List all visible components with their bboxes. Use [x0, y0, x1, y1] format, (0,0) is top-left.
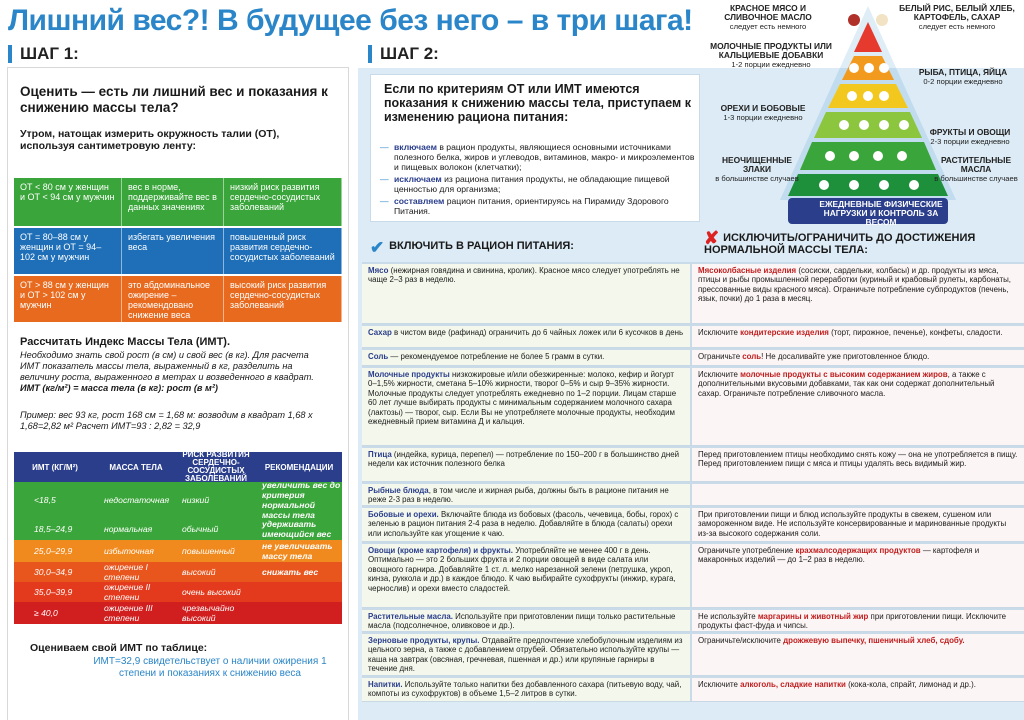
- include-text: низкожировые и/или обезжиренные: молоко, кефир и йогурт 0–1,5% жирности, сметана 5–10% жирности, творог 0–5% и сыр 9–35% жирности. Молочные продукты следует употреблять ежедневно по 1–2 порции. Лицам старше 60 лет лучше выбирать продукты с минимальным содержанием молочного сахара (лактозы) — творог, сыр. Если Вы не употребляете молочные продукты, необходим ежедневный прием витамина Д и кальция.: [368, 370, 677, 427]
- pyramid-label: МОЛОЧНЫЕ ПРОДУКТЫ ИЛИ КАЛЬЦИЕВЫЕ ДОБАВКИ: [710, 41, 832, 60]
- waist-intro: Утром, натощак измерить окружность талии (ОТ), используя сантиметровую ленту:: [20, 128, 280, 152]
- pyramid-sub: следует есть немного: [729, 22, 807, 31]
- pyramid-sub: в большинстве случаев: [715, 174, 799, 183]
- exclude-key: Мясоколбасные изделия: [698, 266, 797, 275]
- exclude-text: , а также с дополнительными вкусовыми добавками, так как они содержат дополнительный сахар. Ограничьте потребление сливочного масла.: [698, 370, 995, 398]
- pyramid-sub: 1-2 порции ежедневно: [731, 60, 811, 69]
- bmi-cell-mass: ожирение III степени: [104, 603, 153, 623]
- include-heading-text: ВКЛЮЧИТЬ В РАЦИОН ПИТАНИЯ:: [389, 239, 574, 252]
- include-cell: [362, 484, 692, 505]
- bmi-row: [14, 562, 342, 582]
- own-bmi-heading: Оцениваем свой ИМТ по таблице:: [30, 642, 208, 654]
- pyramid-fruits: [918, 128, 1022, 146]
- pyramid-label: РАСТИТЕЛЬНЫЕ МАСЛА: [940, 155, 1012, 174]
- exclude-cell: [692, 678, 1024, 701]
- exclude-cell: [692, 508, 1024, 541]
- food-row: [362, 482, 1024, 506]
- bmi-cell-rec: удерживать имеющийся вес: [262, 519, 332, 539]
- food-row: [362, 348, 1024, 366]
- food-table: [362, 262, 1024, 702]
- waist-cell: низкий риск развития сердечно-сосудистых заболеваний: [224, 178, 342, 226]
- bmi-cell-risk: повышенный: [182, 546, 235, 556]
- waist-cell: ОТ < 80 см у женщин и ОТ < 94 см у мужчин: [14, 178, 122, 226]
- pyramid-top-left: [708, 4, 828, 31]
- include-key: Зерновые продукты, крупы.: [368, 636, 480, 645]
- bmi-row: [14, 482, 342, 518]
- include-text: (индейка, курица, перепел) — потребление по 150–200 г в большинство дней недели как источник полезного белка: [368, 450, 680, 469]
- list-item: [380, 196, 700, 216]
- step2-question: Если по критериям ОТ или ИМТ имеются показания к снижению массы тела, приступаем к изменению рациона питания:: [384, 82, 691, 124]
- pyramid-fish: [908, 68, 1018, 86]
- pyramid-dairy: [706, 42, 836, 69]
- include-cell: [362, 544, 692, 607]
- bmi-cell-mass: ожирение I степени: [104, 562, 148, 582]
- bmi-cell-mass: ожирение II степени: [104, 582, 151, 602]
- waist-cell: вес в норме, поддерживайте вес в данных значениях: [122, 178, 224, 226]
- waist-cell: ОТ = 80–88 см у женщин и ОТ = 94–102 см у мужчин: [14, 228, 122, 274]
- imt-heading: Рассчитать Индекс Массы Тела (ИМТ).: [20, 336, 231, 348]
- waist-row: [14, 228, 342, 274]
- exclude-cell: [692, 326, 1024, 347]
- exclude-text: ! Не досаливайте уже приготовленное блюдо.: [761, 352, 930, 361]
- include-cell: [362, 678, 692, 701]
- pyramid-sub: следует есть немного: [918, 22, 996, 31]
- pyramid-label: НЕОЧИЩЕННЫЕ ЗЛАКИ: [721, 155, 793, 174]
- waist-cell: это абдоминальное ожирение – рекомендовано снижение веса: [122, 276, 224, 322]
- bmi-cell-risk: чрезвычайно высокий: [182, 603, 235, 623]
- exclude-heading-text: ИСКЛЮЧИТЬ/ОГРАНИЧИТЬ ДО ДОСТИЖЕНИЯ НОРМАЛЬНОЙ МАССЫ ТЕЛА:: [704, 232, 976, 257]
- bmi-cell-imt: ≥ 40,0: [34, 608, 58, 618]
- exclude-cell: [692, 264, 1024, 323]
- include-cell: [362, 264, 692, 323]
- bmi-cell-mass: избыточная: [104, 546, 154, 556]
- exclude-key: алкоголь, сладкие напитки: [740, 680, 846, 689]
- own-bmi-result: ИМТ=32,9 свидетельствует о наличии ожирения 1 степени и показаниях к снижению веса: [93, 656, 327, 679]
- food-row: [362, 506, 1024, 542]
- include-cell: [362, 326, 692, 347]
- waist-cell: избегать увеличения веса: [122, 228, 224, 274]
- bmi-cell-imt: 30,0–34,9: [34, 567, 73, 577]
- exclude-prefix: Исключите: [698, 328, 741, 337]
- food-row: [362, 262, 1024, 324]
- include-text: Употребляйте не менее 400 г в день. Оптимально — это 2 больших фрукта и 2 порции овощей в виде салата или овощного гарнира. Добавляйте 1 ст. л. мелко нарезанной зелени (петрушка, укроп, кинза, руккола и др.) в каждое блюдо. К чаю выбирайте сухофрукты (инжир, курага, чернослив) и орехи вместо сладостей.: [368, 546, 676, 593]
- pyramid-grain: [712, 156, 802, 183]
- bmi-header-imt: ИМТ (КГ/М²): [32, 462, 78, 472]
- pyramid-sub: 1-3 порции ежедневно: [723, 113, 803, 122]
- list-text: из рациона питания продукты, не обладающие пищевой ценностью для организма;: [394, 174, 670, 194]
- imt-formula: ИМТ (кг/м²) = масса тела (в кг): рост (в м²): [20, 383, 218, 393]
- exclude-cell: [692, 448, 1024, 481]
- food-pyramid: [704, 0, 1024, 232]
- exclude-prefix: Ограничьте: [698, 352, 743, 361]
- food-row: [362, 446, 1024, 482]
- include-key: Сахар: [368, 328, 392, 337]
- food-row: [362, 608, 1024, 632]
- imt-text: [20, 350, 330, 394]
- exclude-prefix: Исключите: [698, 680, 741, 689]
- include-text: Отдавайте предпочтение хлебобулочным изделиям из цельного зерна, а также с добавлением отрубей. Обязательно используйте крупы — каша на завтрак (овсяная, гречневая, пшенная и др.) или крупяные гарниры в течение дня.: [368, 636, 683, 674]
- bmi-header-mass: МАССА ТЕЛА: [109, 462, 163, 472]
- include-text: в чистом виде (рафинад) ограничить до 6 чайных ложек или 6 кусочков в день: [391, 328, 684, 337]
- pyramid-sub: 2-3 порции ежедневно: [930, 137, 1010, 146]
- pyramid-label: ФРУКТЫ И ОВОЩИ: [929, 127, 1011, 137]
- bmi-body: [14, 482, 342, 624]
- bmi-cell-imt: <18,5: [34, 495, 56, 505]
- pyramid-sub: в большинстве случаев: [934, 174, 1018, 183]
- pyramid-base: ЕЖЕДНЕВНЫЕ ФИЗИЧЕСКИЕ НАГРУЗКИ И КОНТРОЛЬ ЗА ВЕСОМ: [819, 199, 943, 227]
- include-key: Соль: [368, 352, 389, 361]
- exclude-cell: [692, 544, 1024, 607]
- bmi-cell-rec: снижать вес: [262, 567, 319, 577]
- include-key: Бобовые и орехи.: [368, 510, 439, 519]
- include-text: (нежирная говядина и свинина, кролик). Красное мясо следует употреблять не чаще 2–3 раз в неделю.: [368, 266, 680, 285]
- bmi-header-row: [14, 452, 342, 482]
- step1-label: ШАГ 1:: [20, 44, 79, 63]
- food-row: [362, 542, 1024, 608]
- include-key: Овощи (кроме картофеля) и фрукты.: [368, 546, 513, 555]
- exclude-cell: [692, 610, 1024, 631]
- food-row: [362, 366, 1024, 446]
- exclude-text: — картофеля и макаронных изделий — до 1–2 раз в неделю.: [698, 546, 980, 565]
- exclude-text: при приготовлении пищи. Исключите продукты фаст-фуда и чипсы.: [698, 612, 1006, 631]
- exclude-prefix: Не используйте: [698, 612, 758, 621]
- list-item: [380, 174, 700, 194]
- include-text: Используйте при приготовлении пищи только растительные масла (подсолнечное, оливковое и др.).: [368, 612, 676, 631]
- exclude-cell: [692, 484, 1024, 505]
- exclude-key: дрожжевую выпечку, пшеничный хлеб, сдобу.: [783, 636, 965, 645]
- food-row: [362, 676, 1024, 702]
- include-text: Включайте блюда из бобовых (фасоль, чечевица, бобы, горох) с зеленью в рацион питания 2-4 раза в неделю. Добавляйте в блюда (салаты) орехи или используйте как угощение к чаю.: [368, 510, 679, 538]
- bmi-cell-mass: нормальная: [104, 524, 153, 534]
- pyramid-label: БЕЛЫЙ РИС, БЕЛЫЙ ХЛЕБ, КАРТОФЕЛЬ, САХАР: [899, 3, 1015, 22]
- list-key: исключаем: [394, 174, 442, 184]
- include-key: Мясо: [368, 266, 389, 275]
- include-cell: [362, 508, 692, 541]
- waist-cell: ОТ > 88 см у женщин и ОТ > 102 см у мужчин: [14, 276, 122, 322]
- include-text: Используйте только напитки без добавленного сахара (питьевую воду, чай, компоты из сухофруктов) в объеме 1,5–2 литров в сутки.: [368, 680, 682, 699]
- include-cell: [362, 350, 692, 365]
- waist-cell: повышенный риск развития сердечно-сосудистых заболеваний: [224, 228, 342, 274]
- bmi-table: [14, 452, 342, 624]
- exclude-text: (сосиски, сардельки, колбасы) и др. продукты из мяса, птицы и рыбы промышленной переработки (куриный и крабовый рулеты, карбонаты, прессованные виды красного мяса). Ограничьте потребление субпродуктов (печень, язык, почки) до 1 раза в месяц.: [698, 266, 1011, 304]
- list-item: [380, 142, 700, 172]
- include-text: , в том числе и жирная рыба, должны быть в рационе питания не реже 2-3 раз в неделю.: [368, 486, 669, 505]
- include-key: Растительные масла.: [368, 612, 453, 621]
- include-cell: [362, 634, 692, 675]
- bmi-cell-risk: высокий: [182, 567, 216, 577]
- pyramid-nuts: [708, 104, 818, 122]
- list-key: составляем: [394, 196, 445, 206]
- bmi-row: [14, 518, 342, 540]
- include-key: Рыбные блюда: [368, 486, 429, 495]
- step1-header: [8, 42, 79, 66]
- exclude-text: (кока-кола, спрайт, лимонад и др.).: [845, 680, 976, 689]
- exclude-prefix: Ограничьте употребление: [698, 546, 796, 555]
- imt-desc: Необходимо знать свой рост (в см) и свой вес (в кг). Для расчета ИМТ показатель массы тела, выраженный в кг, разделить на величину роста, выраженного в метрах и возведенного в квадрат.: [20, 350, 314, 382]
- bmi-row: [14, 602, 342, 624]
- checkmark-icon: ✔: [370, 238, 385, 257]
- food-row: [362, 324, 1024, 348]
- bmi-row: [14, 540, 342, 562]
- exclude-key: молочные продукты с высоким содержанием жиров: [740, 370, 948, 379]
- bmi-cell-rec: не увеличивать массу тела: [262, 541, 333, 561]
- step2-label: ШАГ 2:: [380, 44, 439, 63]
- include-key: Молочные продукты: [368, 370, 450, 379]
- bmi-cell-imt: 18,5–24,9: [34, 524, 73, 534]
- exclude-text: Перед приготовлением птицы необходимо снять кожу — она не употребляется в пищу. Перед приготовлением пищи с мяса и птицы удалять весь видимый жир.: [698, 450, 1018, 469]
- waist-cell: высокий риск развития сердечно-сосудистых заболеваний: [224, 276, 342, 322]
- step2-header: [368, 42, 439, 66]
- exclude-key: маргарины и животный жир: [757, 612, 869, 621]
- bmi-cell-imt: 25,0–29,9: [34, 546, 73, 556]
- include-cell: [362, 610, 692, 631]
- exclude-cell: [692, 368, 1024, 445]
- waist-row: [14, 276, 342, 322]
- exclude-heading: [704, 228, 1020, 257]
- bmi-row: [14, 582, 342, 602]
- bmi-cell-risk: низкий: [182, 495, 210, 505]
- pyramid-label: ОРЕХИ И БОБОВЫЕ: [720, 103, 806, 113]
- exclude-key: соль: [742, 352, 762, 361]
- bmi-cell-imt: 35,0–39,9: [34, 587, 73, 597]
- exclude-key: крахмалсодержащих продуктов: [795, 546, 921, 555]
- bmi-header-rec: РЕКОМЕНДАЦИИ: [264, 462, 334, 472]
- bmi-cell-mass: недостаточная: [104, 495, 170, 505]
- exclude-key: кондитерские изделия: [740, 328, 829, 337]
- page-title: Лишний вес?! В будущее без него – в три шага!: [8, 4, 693, 37]
- pyramid-top-right: [892, 4, 1022, 31]
- cross-icon: ✘: [704, 228, 720, 249]
- pyramid-oil: [930, 156, 1022, 183]
- pyramid-sub: 0-2 порции ежедневно: [923, 77, 1003, 86]
- imt-example: Пример: вес 93 кг, рост 168 см = 1,68 м: возводим в квадрат 1,68 х 1,68=2,82 м² Расчет ИМТ=93 : 2,82 = 32,9: [20, 410, 313, 431]
- bmi-cell-risk: очень высокий: [182, 587, 241, 597]
- list-text: рацион питания, ориентируясь на Пирамиду Здорового Питания.: [394, 196, 669, 216]
- include-text: — рекомендуемое потребление не более 5 грамм в сутки.: [388, 352, 605, 361]
- include-heading: [370, 238, 690, 257]
- exclude-text: При приготовлении пищи и блюд используйте продукты в свежем, сушеном или замороженном виде. Не используйте консервированные и маринованные продукты из-за высокого содержания соли.: [698, 510, 1007, 538]
- exclude-text: (торт, пирожное, печенье), конфеты, сладости.: [828, 328, 1003, 337]
- pyramid-label: КРАСНОЕ МЯСО И СЛИВОЧНОЕ МАСЛО: [724, 3, 812, 22]
- waist-row: [14, 178, 342, 226]
- include-cell: [362, 368, 692, 445]
- food-row: [362, 632, 1024, 676]
- exclude-cell: [692, 634, 1024, 675]
- list-text: в рацион продукты, являющиеся основными источниками полезного белка, жиров и углеводов, витаминов, макро- и микроэлементов и пищевых волокон (клетчатки);: [394, 142, 695, 172]
- bmi-cell-risk: обычный: [182, 524, 219, 534]
- include-key: Птица: [368, 450, 392, 459]
- exclude-prefix: Исключите: [698, 370, 741, 379]
- bmi-cell-rec: увеличить вес до критерия нормальной массы тела: [262, 480, 341, 520]
- pyramid-label: РЫБА, ПТИЦА, ЯЙЦА: [918, 67, 1008, 77]
- step2-list: [380, 142, 700, 218]
- list-key: включаем: [394, 142, 437, 152]
- bmi-header-risk: РИСК РАЗВИТИЯ СЕРДЕЧНО-СОСУДИСТЫХ ЗАБОЛЕВАНИЙ: [182, 450, 250, 483]
- include-key: Напитки.: [368, 680, 403, 689]
- include-cell: [362, 448, 692, 481]
- exclude-prefix: Ограничьте/исключите: [698, 636, 784, 645]
- exclude-cell: [692, 350, 1024, 365]
- step1-question: Оценить — есть ли лишний вес и показания к снижению массы тела?: [20, 84, 328, 115]
